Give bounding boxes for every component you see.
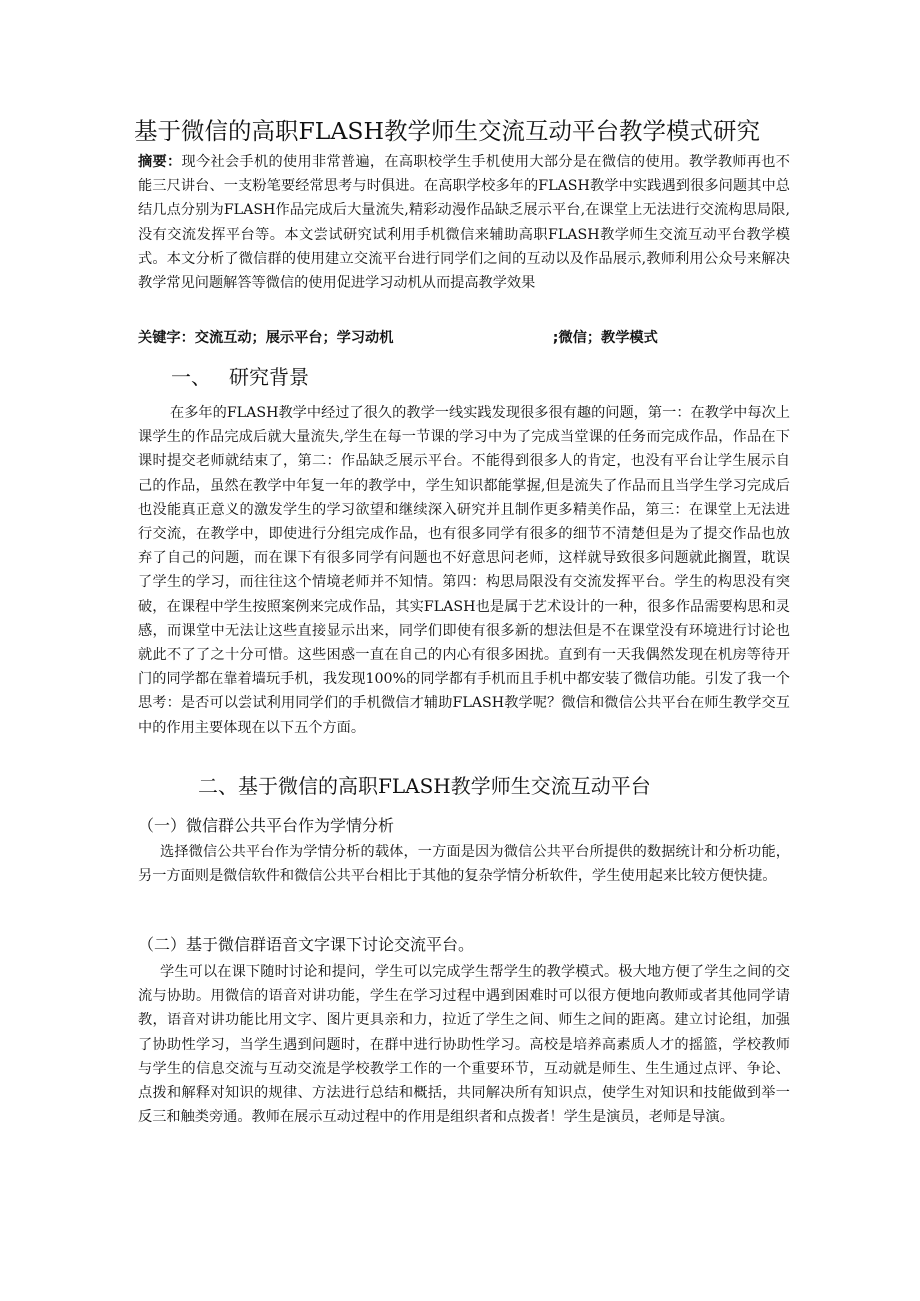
subsection-1-heading: （一）微信群公共平台作为学情分析 — [138, 816, 395, 835]
subsection-2-heading: （二）基于微信群语音文字课下讨论交流平台。 — [138, 935, 475, 954]
section-1-paragraph: 在多年的FLASH教学中经过了很久的教学一线实践发现很多很有趣的问题，第一：在教学中每次上课学生的作品完成后就大量流失,学生在每一节课的学习中为了完成当堂课的任务而完成作品，作品在下课时提交老师就结束了，第二：作品缺乏展示平台。不能得到很多人的肯定，也没有平台让学生展示自己的作品，虽然在教学中年复一年的教学中，学生知识都能掌握,但是流失了作品而且当学生学习完成后也没能真正意义的激发学生的学习欲望和继续深入研究并且制作更多精美作品，第三：在课堂上无法进行交流，在教学中，即使进行分组完成作品，也有很多同学有很多的细节不清楚但是为了提交作品也放弃了自己的问题，而在课下有很多同学有问题也不好意思问老师，这样就导致很多问题就此搁置，耽误了学生的学习，而往往这个情境老师并不知情。第四：构思局限没有交流发挥平台。学生的构思没有突破，在课程中学生按照案例来完成作品，其实FLASH也是属于艺术设计的一种，很多作品需要构思和灵感，而课堂中无法让这些直接显示出来，同学们即使有很多新的想法但是不在课堂没有环境进行讨论也就此不了了之十分可惜。这些困惑一直在自己的内心有很多困扰。直到有一天我偶然发现在机房等待开门的同学都在靠着墙玩手机，我发现100%的同学都有手机而且手机中都安装了微信功能。引发了我一个思考：是否可以尝试利用同学们的手机微信才辅助FLASH教学呢？微信和微信公共平台在师生教学交互中的作用主要体现在以下五个方面。 — [138, 405, 790, 736]
subsection-1-paragraph: 选择微信公共平台作为学情分析的载体，一方面是因为微信公共平台所提供的数据统计和分析功能，另一方面则是微信软件和微信公共平台相比于其他的复杂学情分析软件，学生使用起来比较方便快捷。 — [138, 844, 790, 885]
keywords-label: 关键字： — [138, 330, 195, 346]
abstract-paragraph — [138, 150, 790, 295]
abstract-label: 摘要： — [138, 154, 182, 170]
section-2-heading: 二、基于微信的高职FLASH教学师生交流互动平台 — [198, 774, 651, 798]
keywords-line — [138, 327, 790, 349]
section-1-title: 研究背景 — [229, 365, 309, 389]
abstract-text: 现今社会手机的使用非常普遍，在高职校学生手机使用大部分是在微信的使用。教学教师再也不能三尺讲台、一支粉笔要经常思考与时俱进。在高职学校多年的FLASH教学中实践遇到很多问题其中总结几点分别为FLASH作品完成后大量流失,精彩动漫作品缺乏展示平台,在课堂上无法进行交流构思局限,没有交流发挥平台等。本文尝试研究试利用手机微信来辅助高职FLASH教学师生交流互动平台教学模式。本文分析了微信群的使用建立交流平台进行同学们之间的互动以及作品展示,教师利用公众号来解决教学常见问题解答等微信的使用促进学习动机从而提高教学效果 — [138, 154, 790, 292]
section-1-heading — [171, 364, 309, 390]
section-1-number: 一、 — [171, 365, 211, 389]
document-title: 基于微信的高职FLASH教学师生交流互动平台教学模式研究 — [134, 117, 760, 145]
keywords-part-2: ;微信；教学模式 — [552, 330, 658, 346]
subsection-2-paragraph: 学生可以在课下随时讨论和提问，学生可以完成学生帮学生的教学模式。极大地方便了学生之间的交流与协助。用微信的语音对讲功能，学生在学习过程中遇到困难时可以很方便地向教师或者其他同学请教，语音对讲功能比用文字、图片更具亲和力，拉近了学生之间、师生之间的距离。建立讨论组，加强了协助性学习，当学生遇到问题时，在群中进行协助性学习。高校是培养高素质人才的摇篮，学校教师与学生的信息交流与互动交流是学校教学工作的一个重要环节，互动就是师生、生生通过点评、争论、点拨和解释对知识的规律、方法进行总结和概括，共同解决所有知识点，使学生对知识和技能做到举一反三和触类旁通。教师在展示互动过程中的作用是组织者和点拨者！学生是演员，老师是导演。 — [138, 964, 790, 1126]
keywords-part-1: 交流互动；展示平台；学习动机 — [194, 330, 394, 346]
